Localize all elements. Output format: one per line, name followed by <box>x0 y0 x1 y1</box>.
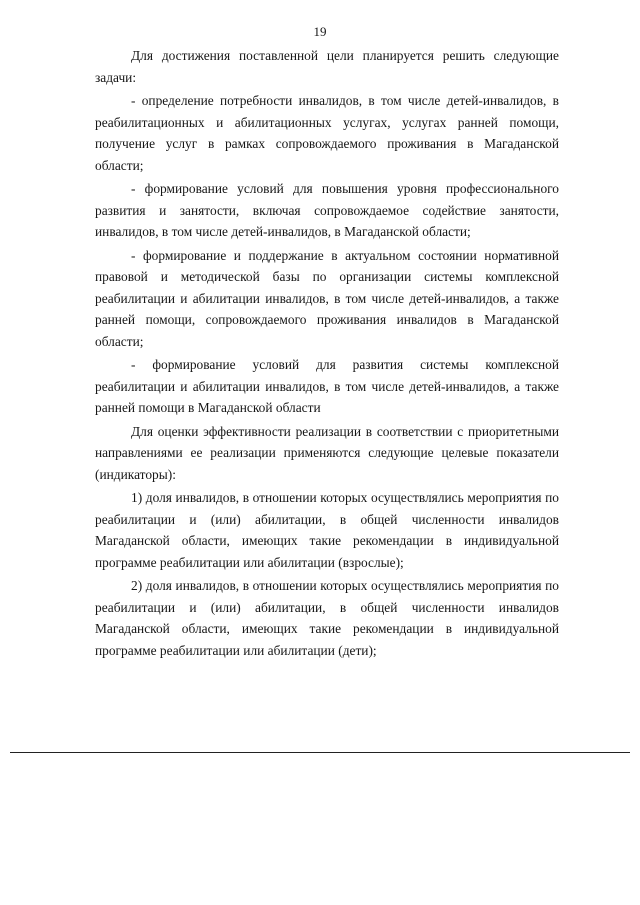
indicators-intro-paragraph: Для оценки эффективности реализации в соответствии с приоритетными направлениями ее реализации применяются следующие целевые показатели (индикаторы): <box>95 423 559 482</box>
task-item-needs-assessment: - определение потребности инвалидов, в том числе детей-инвалидов, в реабилитационных и абилитационных услугах, услугах ранней помощи, получение услуг в рамках сопровождаемого проживания в Магаданской области; <box>95 93 559 173</box>
task-item-regulatory-base: - формирование и поддержание в актуальном состоянии нормативной правовой и методической базы по организации системы комплексной реабилитации и абилитации инвалидов, в том числе детей-инвалидов, а также ранней помощи, сопровождаемого проживания инвалидов в Магаданской области; <box>95 247 559 349</box>
indicator-item-children: 2) доля инвалидов, в отношении которых осуществлялись мероприятия по реабилитации и (или) абилитации, в общей численности инвалидов Магаданской области, имеющих такие рекомендации в индивидуальной программе реабилитации или абилитации (дети); <box>95 578 559 658</box>
task-item-employment: - формирование условий для повышения уровня профессионального развития и занятости, включая сопровождаемое содействие занятости, инвалидов, в том числе детей-инвалидов, в Магаданской области; <box>95 181 559 239</box>
page-number: 19 <box>313 24 327 39</box>
intro-paragraph: Для достижения поставленной цели планируется решить следующие задачи: <box>95 48 559 85</box>
footer-divider <box>10 752 630 753</box>
indicator-item-adults: 1) доля инвалидов, в отношении которых осуществлялись мероприятия по реабилитации и (или) абилитации, в общей численности инвалидов Магаданской области, имеющих такие рекомендации в индивидуальной программе реабилитации или абилитации (взрослые); <box>95 490 559 570</box>
document-body <box>95 45 559 663</box>
task-item-rehabilitation-system: - формирование условий для развития системы комплексной реабилитации и абилитации инвалидов, в том числе детей-инвалидов, а также ранней помощи в Магаданской области <box>95 357 559 415</box>
